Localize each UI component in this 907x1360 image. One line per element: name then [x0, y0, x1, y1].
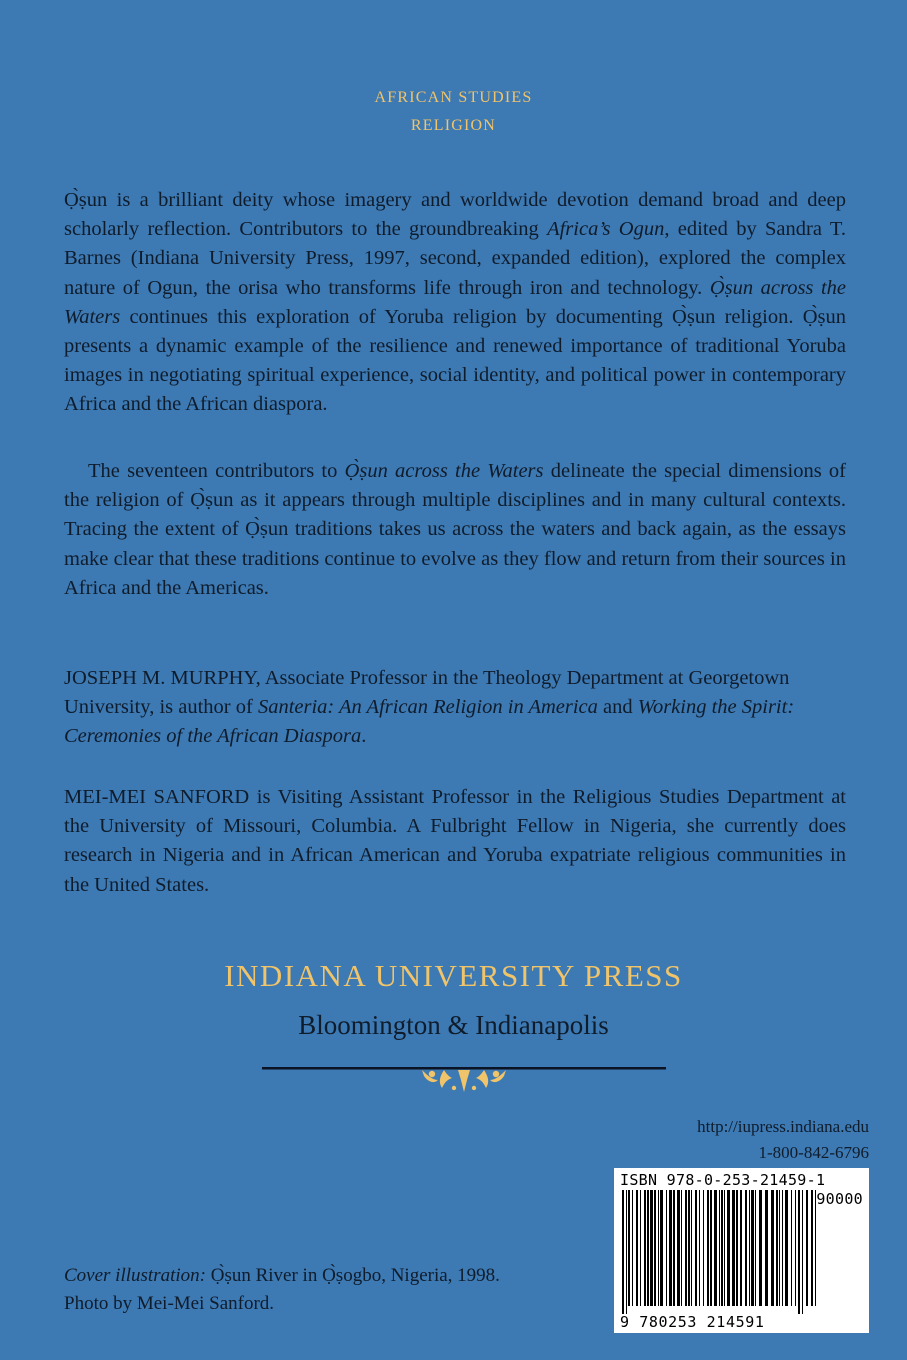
barcode-bar: [640, 1190, 641, 1306]
desc2-segment-2: delineate the special dimensions of the religion of Ọ̀ṣun as it appears through multiple disciplines and in many cultural contexts. Tracing the extent of Ọ̀ṣun traditions takes us across the waters and back again, as the essays make clear that these traditions continue to evolve as they flow and return from their sources in Africa and the Americas.: [64, 460, 846, 599]
bio-murphy-segment-2: and: [597, 696, 638, 719]
cover-credit-label: Cover illustration:: [64, 1265, 206, 1286]
barcode-bar: [719, 1190, 720, 1306]
publisher-website-link[interactable]: http://iupress.indiana.edu: [697, 1117, 869, 1136]
bio-murphy-segment-1: JOSEPH M. MURPHY, Associate Professor in the Theology Department at Georgetown University, is author of: [64, 667, 790, 719]
category-african-studies: AFRICAN STUDIES: [374, 89, 533, 106]
cover-credit: [64, 1262, 524, 1318]
barcode-bar: [707, 1190, 709, 1306]
category-religion: RELIGION: [410, 117, 497, 134]
bio-murphy-text: [64, 664, 846, 752]
description-text-1: [64, 186, 846, 420]
ornament-divider-icon: [262, 1058, 666, 1102]
cover-credit-text: Ọ̀ṣun River in Ọ̀ṣogbo, Nigeria, 1998. Photo by Mei-Mei Sanford.: [64, 1265, 500, 1314]
barcode-bar: [622, 1190, 624, 1314]
barcode-bar: [681, 1190, 682, 1306]
barcode-bar: [745, 1190, 747, 1306]
barcode-bar: [636, 1190, 638, 1306]
barcode-bar: [765, 1190, 768, 1306]
bio-murphy-segment-3: .: [361, 725, 367, 748]
barcode-bar: [740, 1190, 742, 1306]
barcode-bar: [779, 1190, 780, 1306]
isbn-label: ISBN 978-0-253-21459-1: [620, 1171, 826, 1189]
barcode-bar: [759, 1190, 762, 1306]
publisher-contact: [697, 1114, 869, 1166]
barcode-bar: [673, 1190, 675, 1306]
barcode-bar: [714, 1190, 717, 1306]
barcode-bars-icon: [620, 1190, 820, 1314]
author-bio-sanford: [64, 783, 846, 900]
barcode-bar: [644, 1190, 646, 1306]
barcode-bar: [666, 1190, 667, 1306]
desc2-segment-1: The seventeen contributors to: [88, 460, 345, 482]
desc1-segment-1: Ọ̀ṣun is a brilliant deity whose imagery and worldwide devotion demand broad and deep scholarly reflection. Contributors to the groundbreaking: [64, 189, 846, 241]
barcode-bar: [724, 1190, 725, 1306]
description-text-2: [64, 457, 846, 603]
barcode-bar: [695, 1190, 697, 1306]
barcode-bar: [771, 1190, 774, 1306]
barcode-bar: [669, 1190, 672, 1306]
barcode-bar: [632, 1190, 633, 1306]
subject-categories: [0, 84, 907, 140]
barcode-bar: [791, 1190, 792, 1306]
barcode-bar: [811, 1190, 813, 1306]
isbn-barcode: [614, 1168, 869, 1333]
barcode-bar: [658, 1190, 659, 1306]
barcode-bar: [749, 1190, 750, 1306]
barcode-bar: [798, 1190, 800, 1314]
price-code: 90000: [816, 1190, 863, 1208]
title-osun-across-waters: Ọ̀ṣun across the Waters: [64, 276, 846, 328]
bio-sanford-text: MEI-MEI SANFORD is Visiting Assistant Professor in the Religious Studies Department at the University of Missouri, Columbia. A Fulbright Fellow in Nigeria, she currently does research in Nigeria and in African American and Yoruba expatriate religious communities in the United States.: [64, 786, 846, 896]
publisher-phone: 1-800-842-6796: [758, 1143, 869, 1162]
title-working-the-spirit: Working the Spirit: Ceremonies of the African Diaspora: [64, 696, 795, 748]
barcode-bar: [703, 1190, 704, 1306]
barcode-bar: [782, 1190, 783, 1306]
barcode-bar: [647, 1190, 649, 1306]
barcode-bar: [626, 1190, 627, 1314]
title-africas-ogun: Africa’s Ogun: [547, 218, 665, 241]
desc1-segment-3: continues this exploration of Yoruba religion by documenting Ọ̀ṣun religion. Ọ̀ṣun presents a dynamic example of the resilience and renewed importance of traditional Yoruba images in negotiating spiritual experience, social identity, and political power in contemporary Africa and the African diaspora.: [64, 305, 846, 416]
barcode-bar: [732, 1190, 735, 1306]
barcode-bar: [755, 1190, 756, 1306]
barcode-bar: [699, 1190, 700, 1306]
description-paragraph-2: [64, 457, 846, 603]
description-paragraph-1: [64, 186, 846, 420]
title-santeria: Santeria: An African Religion in America: [257, 696, 598, 719]
publisher-place: Bloomington & Indianapolis: [298, 1010, 609, 1040]
barcode-bar: [677, 1190, 680, 1306]
barcode-bar: [795, 1190, 796, 1306]
barcode-bar: [721, 1190, 723, 1306]
barcode-bar: [685, 1190, 687, 1306]
barcode-bar: [785, 1190, 788, 1306]
barcode-bar: [751, 1190, 754, 1306]
author-bio-murphy: [64, 664, 846, 752]
barcode-bar: [628, 1190, 630, 1306]
barcode-bar: [736, 1190, 738, 1306]
barcode-bar: [660, 1190, 663, 1306]
barcode-bar: [654, 1190, 656, 1306]
barcode-bar: [710, 1190, 712, 1306]
barcode-bar: [688, 1190, 690, 1306]
publisher-name: INDIANA UNIVERSITY PRESS: [224, 958, 683, 993]
title-osun-across-waters-2: Ọ̀ṣun across the Waters: [344, 460, 544, 482]
barcode-bar: [806, 1190, 808, 1306]
barcode-bar: [727, 1190, 730, 1306]
barcode-bar: [776, 1190, 778, 1306]
desc1-segment-2: , edited by Sandra T. Barnes (Indiana University Press, 1997, second, expanded edition), explored the complex nature of Ogun, the orisa who transforms life through iron and technology.: [64, 218, 846, 299]
barcode-bar: [802, 1190, 803, 1314]
barcode-bar: [650, 1190, 653, 1306]
barcode-digits: 9 780253 214591: [620, 1313, 765, 1331]
barcode-bar: [691, 1190, 692, 1306]
